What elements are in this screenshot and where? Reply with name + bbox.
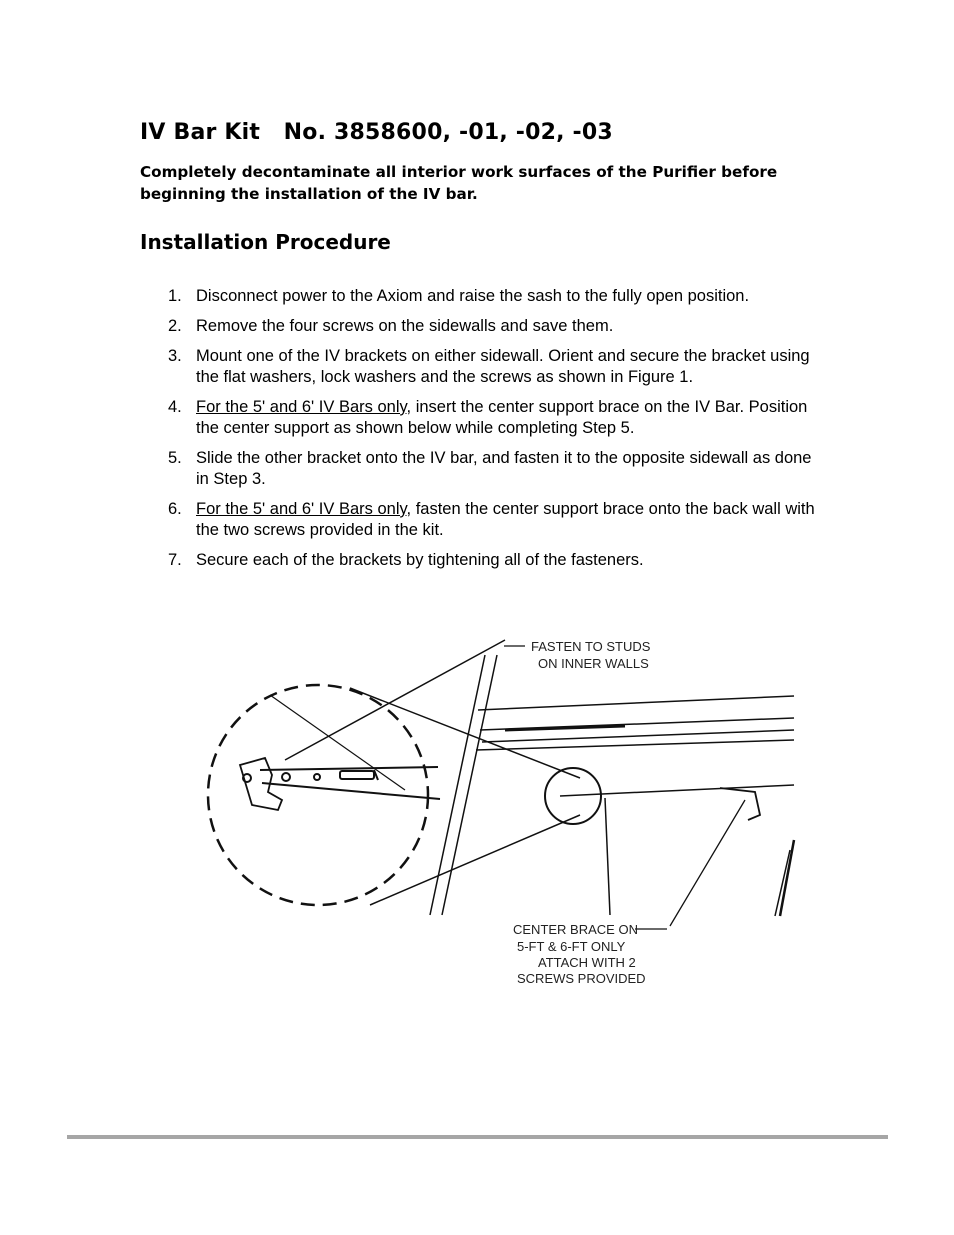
- step-item: 7. Secure each of the brackets by tightening all of the fasteners.: [168, 551, 644, 569]
- step-item: 2. Remove the four screws on the sidewalls and save them.: [168, 317, 614, 335]
- installation-steps: [162, 286, 822, 580]
- step-item: 3. Mount one of the IV brackets on either sidewall. Orient and secure the bracket using the flat washers, lock washers and the screws as shown in Figure 1.: [168, 347, 810, 386]
- footer-divider: [67, 1135, 888, 1139]
- step-item: 4. For the 5' and 6' IV Bars only, insert the center support brace on the IV Bar. Position the center support as shown below while completing Step 5.: [168, 398, 808, 437]
- callout-top: [504, 639, 651, 671]
- svg-text:CENTER BRACE ON: CENTER BRACE ON: [513, 922, 638, 937]
- svg-text:SCREWS PROVIDED: SCREWS PROVIDED: [517, 971, 646, 986]
- enlargement-lines: [285, 640, 580, 905]
- svg-text:ON INNER WALLS: ON INNER WALLS: [538, 656, 649, 671]
- callout-bottom: [513, 922, 667, 986]
- svg-text:ATTACH WITH 2: ATTACH WITH 2: [538, 955, 636, 970]
- step-item: 6. For the 5' and 6' IV Bars only, fasten the center support brace onto the back wall with the two screws provided in the kit.: [168, 500, 815, 539]
- cabinet-illustration: [430, 655, 794, 926]
- step-item: 5. Slide the other bracket onto the IV bar, and fasten it to the opposite sidewall as done in Step 3.: [168, 449, 812, 488]
- magnified-detail: [208, 685, 440, 905]
- section-heading: Installation Procedure: [140, 230, 391, 254]
- svg-text:5-FT & 6-FT ONLY: 5-FT & 6-FT ONLY: [517, 939, 626, 954]
- intro-warning: Completely decontaminate all interior work surfaces of the Purifier before beginning the installation of the IV bar.: [140, 163, 778, 203]
- svg-text:FASTEN TO STUDS: FASTEN TO STUDS: [531, 639, 651, 654]
- installation-diagram: [200, 600, 810, 1020]
- document-title: IV Bar Kit No. 3858600, -01, -02, -03: [140, 120, 613, 145]
- step-item: 1. Disconnect power to the Axiom and raise the sash to the fully open position.: [168, 287, 750, 305]
